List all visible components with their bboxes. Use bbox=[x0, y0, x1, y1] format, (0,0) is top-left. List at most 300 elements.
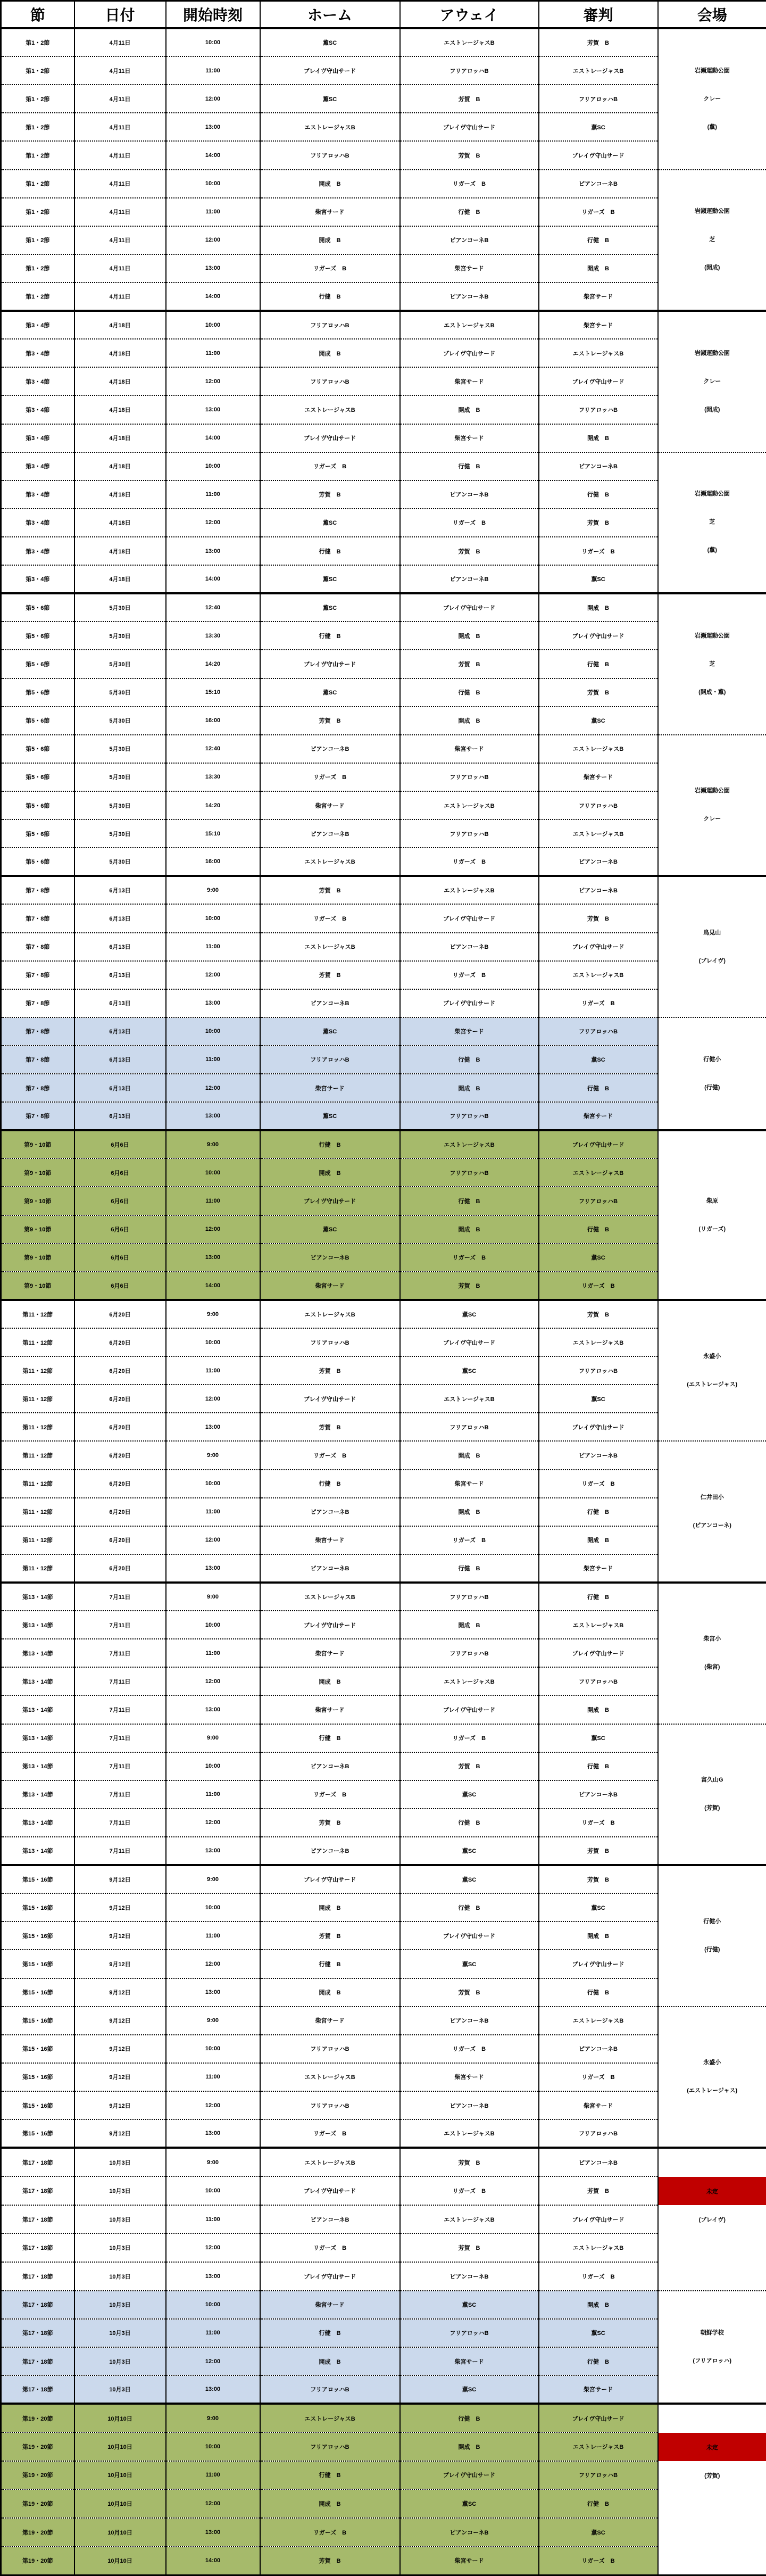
table-row bbox=[1, 2262, 766, 2291]
cell-away: リガーズ B bbox=[400, 961, 539, 989]
cell-date: 10月3日 bbox=[74, 2375, 166, 2404]
cell-venue bbox=[658, 593, 766, 735]
cell-referee: 開成 B bbox=[539, 593, 658, 622]
cell-home: フリアロッハB bbox=[260, 1046, 400, 1074]
cell-time: 12:00 bbox=[166, 1215, 260, 1244]
cell-referee: ブレイヴ守山サード bbox=[539, 1413, 658, 1441]
cell-home: 薫SC bbox=[260, 1215, 400, 1244]
cell-away: 行健 B bbox=[400, 1046, 539, 1074]
cell-section: 第17・18節 bbox=[1, 2176, 74, 2205]
cell-section: 第7・8節 bbox=[1, 1046, 74, 1074]
cell-date: 9月12日 bbox=[74, 2119, 166, 2148]
cell-venue bbox=[658, 1017, 766, 1130]
cell-home: ブレイヴ守山サード bbox=[260, 1385, 400, 1413]
venue-label: (薫) bbox=[659, 113, 766, 142]
cell-section: 第13・14節 bbox=[1, 1639, 74, 1667]
cell-section: 第13・14節 bbox=[1, 1695, 74, 1724]
cell-section: 第17・18節 bbox=[1, 2375, 74, 2404]
cell-date: 5月30日 bbox=[74, 707, 166, 735]
cell-away: 行健 B bbox=[400, 198, 539, 226]
cell-date: 6月20日 bbox=[74, 1385, 166, 1413]
cell-date: 4月11日 bbox=[74, 56, 166, 85]
cell-home: ピアンコーネB bbox=[260, 735, 400, 763]
cell-time: 10:00 bbox=[166, 2176, 260, 2205]
cell-section: 第5・6節 bbox=[1, 622, 74, 650]
table-row bbox=[1, 452, 766, 481]
table-row bbox=[1, 283, 766, 311]
cell-section: 第1・2節 bbox=[1, 254, 74, 283]
cell-section: 第15・16節 bbox=[1, 2007, 74, 2035]
cell-time: 12:00 bbox=[166, 1385, 260, 1413]
cell-away: 柴宮サード bbox=[400, 735, 539, 763]
table-row bbox=[1, 735, 766, 763]
venue-label: (薫) bbox=[659, 536, 766, 565]
cell-date: 7月11日 bbox=[74, 1780, 166, 1809]
cell-away: フリアロッハB bbox=[400, 819, 539, 848]
cell-date: 4月11日 bbox=[74, 141, 166, 169]
cell-home: 薫SC bbox=[260, 565, 400, 593]
cell-section: 第17・18節 bbox=[1, 2319, 74, 2347]
cell-time: 13:00 bbox=[166, 254, 260, 283]
cell-referee: ブレイヴ守山サード bbox=[539, 1639, 658, 1667]
cell-section: 第11・12節 bbox=[1, 1526, 74, 1554]
cell-referee: エストレージャスB bbox=[539, 961, 658, 989]
header-row bbox=[1, 1, 766, 29]
table-row bbox=[1, 509, 766, 537]
cell-home: エストレージャスB bbox=[260, 848, 400, 876]
cell-section: 第11・12節 bbox=[1, 1470, 74, 1498]
cell-time: 14:20 bbox=[166, 650, 260, 678]
cell-time: 11:00 bbox=[166, 1921, 260, 1950]
cell-time: 10:00 bbox=[166, 1158, 260, 1187]
cell-venue bbox=[658, 1300, 766, 1442]
cell-date: 10月3日 bbox=[74, 2148, 166, 2176]
cell-home: 芳賀 B bbox=[260, 481, 400, 509]
cell-away: エストレージャスB bbox=[400, 2119, 539, 2148]
cell-time: 9:00 bbox=[166, 1300, 260, 1328]
cell-referee: ピアンコーネB bbox=[539, 848, 658, 876]
cell-home: 柴宮サード bbox=[260, 1695, 400, 1724]
cell-away: 薫SC bbox=[400, 2375, 539, 2404]
cell-time: 11:00 bbox=[166, 1046, 260, 1074]
cell-time: 12:00 bbox=[166, 509, 260, 537]
cell-time: 11:00 bbox=[166, 198, 260, 226]
venue-label: (行健) bbox=[659, 1936, 766, 1964]
cell-home: 開成 B bbox=[260, 170, 400, 198]
cell-away: ブレイヴ守山サード bbox=[400, 339, 539, 367]
cell-home: 行健 B bbox=[260, 283, 400, 311]
cell-home: 柴宮サード bbox=[260, 1639, 400, 1667]
cell-referee: リガーズ B bbox=[539, 2063, 658, 2091]
cell-section: 第15・16節 bbox=[1, 1950, 74, 1978]
cell-date: 7月11日 bbox=[74, 1611, 166, 1639]
table-row bbox=[1, 1328, 766, 1356]
cell-away: リガーズ B bbox=[400, 170, 539, 198]
cell-home: 行健 B bbox=[260, 2461, 400, 2490]
cell-time: 12:00 bbox=[166, 1809, 260, 1837]
cell-date: 6月20日 bbox=[74, 1356, 166, 1385]
venue-label: 行健小 bbox=[659, 1908, 766, 1936]
table-row bbox=[1, 2119, 766, 2148]
cell-date: 7月11日 bbox=[74, 1695, 166, 1724]
cell-away: ブレイヴ守山サード bbox=[400, 1328, 539, 1356]
cell-section: 第19・20節 bbox=[1, 2404, 74, 2432]
cell-home: リガーズ B bbox=[260, 904, 400, 932]
cell-away: リガーズ B bbox=[400, 2176, 539, 2205]
cell-referee: 行健 B bbox=[539, 1583, 658, 1611]
table-row bbox=[1, 1611, 766, 1639]
cell-home: 柴宮サード bbox=[260, 1526, 400, 1554]
cell-home: 行健 B bbox=[260, 1950, 400, 1978]
cell-section: 第3・4節 bbox=[1, 424, 74, 452]
cell-date: 10月10日 bbox=[74, 2404, 166, 2432]
cell-away: 薫SC bbox=[400, 1837, 539, 1865]
cell-time: 12:00 bbox=[166, 1526, 260, 1554]
cell-away: 芳賀 B bbox=[400, 537, 539, 565]
table-row bbox=[1, 2518, 766, 2547]
cell-home: ブレイヴ守山サード bbox=[260, 56, 400, 85]
cell-section: 第15・16節 bbox=[1, 1978, 74, 2007]
cell-referee: 芳賀 B bbox=[539, 28, 658, 56]
table-row bbox=[1, 481, 766, 509]
cell-away: 薫SC bbox=[400, 1300, 539, 1328]
table-row bbox=[1, 1724, 766, 1752]
cell-time: 12:00 bbox=[166, 2091, 260, 2119]
cell-date: 9月12日 bbox=[74, 1865, 166, 1893]
cell-away: ピアンコーネB bbox=[400, 481, 539, 509]
venue-label: (ブレイヴ) bbox=[659, 947, 766, 975]
cell-referee: ピアンコーネB bbox=[539, 170, 658, 198]
cell-away: ピアンコーネB bbox=[400, 565, 539, 593]
cell-referee: ブレイヴ守山サード bbox=[539, 2404, 658, 2432]
cell-date: 5月30日 bbox=[74, 678, 166, 707]
table-row bbox=[1, 2347, 766, 2375]
cell-date: 10月3日 bbox=[74, 2262, 166, 2291]
cell-home: リガーズ B bbox=[260, 1780, 400, 1809]
cell-venue bbox=[658, 311, 766, 452]
cell-time: 12:00 bbox=[166, 226, 260, 254]
cell-away: 開成 B bbox=[400, 1498, 539, 1526]
cell-away: リガーズ B bbox=[400, 1724, 539, 1752]
cell-date: 6月20日 bbox=[74, 1526, 166, 1554]
cell-date: 6月13日 bbox=[74, 989, 166, 1017]
cell-referee: リガーズ B bbox=[539, 989, 658, 1017]
cell-time: 12:00 bbox=[166, 961, 260, 989]
cell-home: エストレージャスB bbox=[260, 395, 400, 424]
table-row bbox=[1, 848, 766, 876]
cell-referee: エストレージャスB bbox=[539, 2233, 658, 2262]
cell-away: 行健 B bbox=[400, 1893, 539, 1921]
cell-time: 10:00 bbox=[166, 2035, 260, 2063]
cell-time: 11:00 bbox=[166, 1356, 260, 1385]
cell-away: ピアンコーネB bbox=[400, 226, 539, 254]
table-row bbox=[1, 678, 766, 707]
table-row bbox=[1, 1130, 766, 1158]
cell-date: 5月30日 bbox=[74, 593, 166, 622]
cell-section: 第17・18節 bbox=[1, 2262, 74, 2291]
cell-home: 柴宮サード bbox=[260, 2007, 400, 2035]
cell-referee: フリアロッハB bbox=[539, 2119, 658, 2148]
venue-label: 芝 bbox=[659, 226, 766, 254]
venue-label: 柴原 bbox=[659, 1187, 766, 1215]
cell-away: ブレイヴ守山サード bbox=[400, 904, 539, 932]
cell-section: 第11・12節 bbox=[1, 1498, 74, 1526]
table-row bbox=[1, 1046, 766, 1074]
cell-referee: 行健 B bbox=[539, 226, 658, 254]
cell-date: 6月20日 bbox=[74, 1328, 166, 1356]
cell-home: 柴宮サード bbox=[260, 198, 400, 226]
cell-referee: 芳賀 B bbox=[539, 509, 658, 537]
cell-date: 10月3日 bbox=[74, 2319, 166, 2347]
cell-referee: ピアンコーネB bbox=[539, 2035, 658, 2063]
cell-home: ピアンコーネB bbox=[260, 989, 400, 1017]
cell-section: 第9・10節 bbox=[1, 1158, 74, 1187]
cell-date: 4月18日 bbox=[74, 537, 166, 565]
cell-home: 行健 B bbox=[260, 1130, 400, 1158]
cell-referee: 芳賀 B bbox=[539, 2176, 658, 2205]
cell-section: 第7・8節 bbox=[1, 1074, 74, 1102]
cell-away: 柴宮サード bbox=[400, 424, 539, 452]
cell-date: 9月12日 bbox=[74, 2007, 166, 2035]
cell-home: ブレイヴ守山サード bbox=[260, 1865, 400, 1893]
venue-tbd-badge: 未定 bbox=[659, 2433, 766, 2461]
cell-home: 芳賀 B bbox=[260, 1356, 400, 1385]
cell-section: 第1・2節 bbox=[1, 56, 74, 85]
venue-label: 岩瀬運動公園 bbox=[659, 339, 766, 368]
cell-away: ブレイヴ守山サード bbox=[400, 593, 539, 622]
cell-referee: 薫SC bbox=[539, 1893, 658, 1921]
cell-time: 10:00 bbox=[166, 1611, 260, 1639]
cell-section: 第3・4節 bbox=[1, 509, 74, 537]
cell-home: フリアロッハB bbox=[260, 141, 400, 169]
cell-referee: フリアロッハB bbox=[539, 1017, 658, 1046]
cell-referee: 柴宮サード bbox=[539, 763, 658, 791]
venue-label: (フリアロッハ) bbox=[659, 2347, 766, 2375]
cell-time: 13:00 bbox=[166, 2518, 260, 2547]
table-row bbox=[1, 1074, 766, 1102]
cell-date: 5月30日 bbox=[74, 622, 166, 650]
cell-referee: エストレージャスB bbox=[539, 2007, 658, 2035]
cell-time: 10:00 bbox=[166, 1017, 260, 1046]
cell-time: 14:00 bbox=[166, 141, 260, 169]
cell-section: 第5・6節 bbox=[1, 707, 74, 735]
cell-section: 第11・12節 bbox=[1, 1441, 74, 1469]
cell-date: 9月12日 bbox=[74, 2063, 166, 2091]
venue-label: 芝 bbox=[659, 650, 766, 678]
table-row bbox=[1, 1413, 766, 1441]
venue-label: (エストレージャス) bbox=[659, 2077, 766, 2105]
table-row bbox=[1, 2148, 766, 2176]
cell-date: 6月13日 bbox=[74, 876, 166, 904]
cell-time: 13:30 bbox=[166, 763, 260, 791]
cell-time: 13:00 bbox=[166, 2119, 260, 2148]
cell-referee: 芳賀 B bbox=[539, 1837, 658, 1865]
cell-home: ブレイヴ守山サード bbox=[260, 2262, 400, 2291]
cell-home: リガーズ B bbox=[260, 254, 400, 283]
table-row bbox=[1, 2404, 766, 2432]
cell-section: 第3・4節 bbox=[1, 565, 74, 593]
cell-away: ピアンコーネB bbox=[400, 2007, 539, 2035]
cell-away: 薫SC bbox=[400, 1356, 539, 1385]
cell-date: 6月20日 bbox=[74, 1441, 166, 1469]
cell-home: 芳賀 B bbox=[260, 961, 400, 989]
table-row bbox=[1, 1385, 766, 1413]
table-row bbox=[1, 2489, 766, 2518]
cell-home: 行健 B bbox=[260, 2319, 400, 2347]
cell-away: フリアロッハB bbox=[400, 763, 539, 791]
table-row bbox=[1, 1215, 766, 1244]
table-row bbox=[1, 1695, 766, 1724]
cell-section: 第13・14節 bbox=[1, 1752, 74, 1780]
cell-section: 第1・2節 bbox=[1, 198, 74, 226]
cell-date: 7月11日 bbox=[74, 1639, 166, 1667]
cell-venue bbox=[658, 1583, 766, 1724]
cell-section: 第15・16節 bbox=[1, 2091, 74, 2119]
venue-label: 岩瀬運動公園 bbox=[659, 777, 766, 805]
table-row bbox=[1, 1583, 766, 1611]
cell-referee: ブレイヴ守山サード bbox=[539, 622, 658, 650]
cell-away: ブレイヴ守山サード bbox=[400, 113, 539, 141]
table-row bbox=[1, 650, 766, 678]
cell-home: 行健 B bbox=[260, 622, 400, 650]
cell-time: 9:00 bbox=[166, 876, 260, 904]
venue-label: 岩瀬運動公園 bbox=[659, 197, 766, 226]
cell-home: 行健 B bbox=[260, 1724, 400, 1752]
cell-referee: 開成 B bbox=[539, 1695, 658, 1724]
venue-label: (ブレイヴ) bbox=[659, 2205, 766, 2233]
venue-label: 岩瀬運動公園 bbox=[659, 480, 766, 508]
table-row bbox=[1, 537, 766, 565]
cell-venue bbox=[658, 1724, 766, 1866]
cell-time: 11:00 bbox=[166, 2205, 260, 2234]
cell-home: ブレイヴ守山サード bbox=[260, 2176, 400, 2205]
cell-home: ブレイヴ守山サード bbox=[260, 1611, 400, 1639]
cell-referee: フリアロッハB bbox=[539, 1356, 658, 1385]
cell-referee: リガーズ B bbox=[539, 537, 658, 565]
cell-section: 第3・4節 bbox=[1, 311, 74, 339]
cell-date: 4月18日 bbox=[74, 565, 166, 593]
cell-time: 12:00 bbox=[166, 2347, 260, 2375]
cell-time: 13:00 bbox=[166, 1244, 260, 1272]
cell-section: 第11・12節 bbox=[1, 1300, 74, 1328]
table-row bbox=[1, 2205, 766, 2234]
cell-section: 第15・16節 bbox=[1, 2035, 74, 2063]
cell-time: 10:00 bbox=[166, 311, 260, 339]
cell-away: 行健 B bbox=[400, 452, 539, 481]
cell-referee: ブレイヴ守山サード bbox=[539, 2205, 658, 2234]
cell-away: フリアロッハB bbox=[400, 1158, 539, 1187]
cell-away: 行健 B bbox=[400, 678, 539, 707]
cell-date: 4月11日 bbox=[74, 198, 166, 226]
cell-away: ピアンコーネB bbox=[400, 2262, 539, 2291]
cell-referee: 薫SC bbox=[539, 1724, 658, 1752]
cell-time: 12:00 bbox=[166, 1074, 260, 1102]
cell-away: リガーズ B bbox=[400, 848, 539, 876]
cell-away: 開成 B bbox=[400, 1215, 539, 1244]
cell-referee: エストレージャスB bbox=[539, 1611, 658, 1639]
cell-section: 第13・14節 bbox=[1, 1837, 74, 1865]
cell-date: 5月30日 bbox=[74, 763, 166, 791]
cell-home: エストレージャスB bbox=[260, 1300, 400, 1328]
cell-away: エストレージャスB bbox=[400, 28, 539, 56]
cell-home: ピアンコーネB bbox=[260, 2205, 400, 2234]
cell-referee: ブレイヴ守山サード bbox=[539, 933, 658, 961]
cell-time: 12:00 bbox=[166, 85, 260, 113]
cell-time: 13:00 bbox=[166, 1837, 260, 1865]
cell-section: 第7・8節 bbox=[1, 1017, 74, 1046]
cell-home: リガーズ B bbox=[260, 452, 400, 481]
cell-referee: フリアロッハB bbox=[539, 395, 658, 424]
cell-time: 14:20 bbox=[166, 791, 260, 819]
cell-home: 薫SC bbox=[260, 593, 400, 622]
cell-referee: 行健 B bbox=[539, 650, 658, 678]
cell-referee: リガーズ B bbox=[539, 2547, 658, 2575]
cell-referee: ピアンコーネB bbox=[539, 1780, 658, 1809]
cell-referee: 開成 B bbox=[539, 2291, 658, 2319]
cell-referee: ブレイヴ守山サード bbox=[539, 367, 658, 395]
cell-time: 10:00 bbox=[166, 1328, 260, 1356]
cell-time: 13:00 bbox=[166, 1695, 260, 1724]
cell-away: 行健 B bbox=[400, 1187, 539, 1215]
cell-time: 11:00 bbox=[166, 339, 260, 367]
venue-label: (開成・薫) bbox=[659, 678, 766, 707]
cell-time: 15:10 bbox=[166, 678, 260, 707]
cell-section: 第11・12節 bbox=[1, 1328, 74, 1356]
cell-date: 5月30日 bbox=[74, 791, 166, 819]
cell-date: 4月11日 bbox=[74, 226, 166, 254]
table-row bbox=[1, 1780, 766, 1809]
table-row bbox=[1, 2461, 766, 2490]
cell-date: 4月18日 bbox=[74, 395, 166, 424]
cell-section: 第3・4節 bbox=[1, 395, 74, 424]
cell-referee: 開成 B bbox=[539, 424, 658, 452]
cell-referee: ブレイヴ守山サード bbox=[539, 141, 658, 169]
cell-time: 11:00 bbox=[166, 56, 260, 85]
table-row bbox=[1, 85, 766, 113]
cell-time: 11:00 bbox=[166, 2319, 260, 2347]
cell-venue bbox=[658, 735, 766, 876]
cell-time: 14:00 bbox=[166, 2547, 260, 2575]
venue-label: 朝鮮学校 bbox=[659, 2319, 766, 2347]
cell-time: 16:00 bbox=[166, 707, 260, 735]
cell-time: 10:00 bbox=[166, 2291, 260, 2319]
venue-tbd-badge: 未定 bbox=[659, 2177, 766, 2205]
venue-label: (リガーズ) bbox=[659, 1215, 766, 1244]
cell-section: 第9・10節 bbox=[1, 1130, 74, 1158]
cell-away: 柴宮サード bbox=[400, 1470, 539, 1498]
cell-section: 第13・14節 bbox=[1, 1724, 74, 1752]
cell-date: 7月11日 bbox=[74, 1837, 166, 1865]
cell-referee: 芳賀 B bbox=[539, 1865, 658, 1893]
cell-away: 行健 B bbox=[400, 2404, 539, 2432]
cell-away: リガーズ B bbox=[400, 2035, 539, 2063]
cell-referee: 開成 B bbox=[539, 1526, 658, 1554]
cell-date: 4月11日 bbox=[74, 283, 166, 311]
cell-time: 12:40 bbox=[166, 593, 260, 622]
table-row bbox=[1, 933, 766, 961]
table-row bbox=[1, 339, 766, 367]
cell-away: 開成 B bbox=[400, 2432, 539, 2461]
table-row bbox=[1, 819, 766, 848]
cell-date: 5月30日 bbox=[74, 819, 166, 848]
cell-date: 7月11日 bbox=[74, 1809, 166, 1837]
cell-section: 第5・6節 bbox=[1, 763, 74, 791]
cell-section: 第19・20節 bbox=[1, 2547, 74, 2575]
cell-referee: 薫SC bbox=[539, 2319, 658, 2347]
cell-time: 14:00 bbox=[166, 424, 260, 452]
cell-away: 薫SC bbox=[400, 1780, 539, 1809]
cell-time: 9:00 bbox=[166, 1865, 260, 1893]
